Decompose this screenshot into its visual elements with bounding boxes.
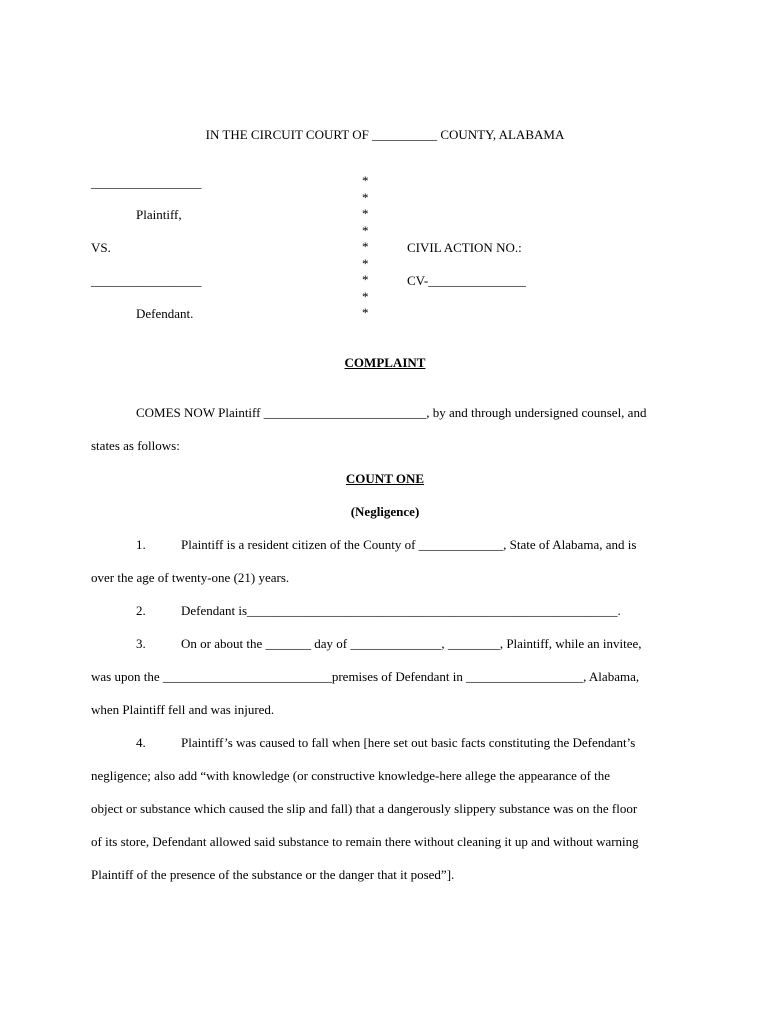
paragraph-text: was upon the __________________________premises of Defendant in __________________, Alabama, <box>91 669 640 684</box>
paragraph-number: 3. <box>136 636 146 651</box>
caption-divider-star: * <box>362 289 369 304</box>
paragraph-text: when Plaintiff fell and was injured. <box>91 702 275 717</box>
paragraph-text: Plaintiff of the presence of the substance or the danger that it posed”]. <box>91 867 455 882</box>
paragraph-number: 2. <box>136 603 146 618</box>
paragraph-number: 1. <box>136 537 146 552</box>
paragraph-number: 4. <box>136 735 146 750</box>
caption-divider-star: * <box>362 239 369 254</box>
defendant-name-blank: _________________ <box>91 273 202 288</box>
paragraph-text: of its store, Defendant allowed said substance to remain there without cleaning it up and without warning <box>91 834 639 849</box>
intro-line: COMES NOW Plaintiff _________________________, by and through undersigned counsel, and <box>136 405 647 420</box>
complaint-title: COMPLAINT <box>344 355 426 370</box>
caption-divider-star: * <box>362 305 369 320</box>
intro-line: states as follows: <box>91 438 180 453</box>
caption-divider-star: * <box>362 206 369 221</box>
caption-divider-star: * <box>362 173 369 188</box>
civil-action-label: CIVIL ACTION NO.: <box>407 240 522 255</box>
caption-divider-star: * <box>362 272 369 287</box>
versus-label: VS. <box>91 240 111 255</box>
paragraph-text: negligence; also add “with knowledge (or constructive knowledge-here allege the appearance of the <box>91 768 611 783</box>
count-subtitle: (Negligence) <box>350 504 420 519</box>
defendant-label: Defendant. <box>136 306 194 321</box>
paragraph-text: On or about the _______ day of ______________, ________, Plaintiff, while an invitee, <box>181 636 642 651</box>
paragraph-text: over the age of twenty-one (21) years. <box>91 570 290 585</box>
court-heading: IN THE CIRCUIT COURT OF __________ COUNTY, ALABAMA <box>205 127 565 142</box>
case-number-blank: CV-_______________ <box>407 273 526 288</box>
caption-divider-star: * <box>362 223 369 238</box>
plaintiff-label: Plaintiff, <box>136 207 182 222</box>
paragraph-text: object or substance which caused the slip and fall) that a dangerously slippery substance was on the floor <box>91 801 638 816</box>
paragraph-text: Plaintiff is a resident citizen of the County of _____________, State of Alabama, and is <box>181 537 637 552</box>
paragraph-text: Plaintiff’s was caused to fall when [here set out basic facts constituting the Defendant’s <box>181 735 636 750</box>
plaintiff-name-blank: _________________ <box>91 175 202 190</box>
caption-divider-star: * <box>362 256 369 271</box>
paragraph-text: Defendant is_________________________________________________________. <box>181 603 621 618</box>
count-title: COUNT ONE <box>345 471 425 486</box>
caption-divider-star: * <box>362 190 369 205</box>
